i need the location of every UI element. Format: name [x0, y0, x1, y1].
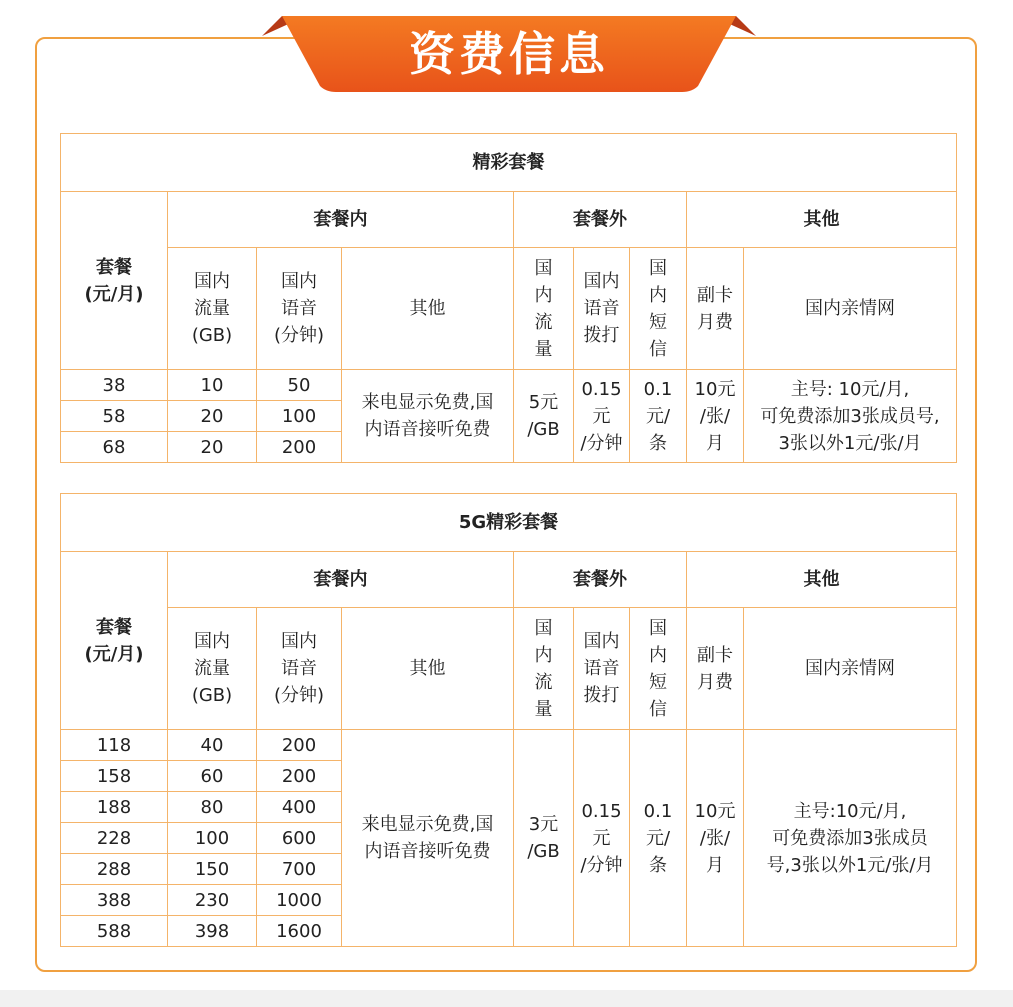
cell-price: 288 [61, 854, 168, 885]
cell-sub-card-fee [687, 370, 744, 463]
package-header-line: (元/月) [84, 643, 144, 665]
header-line: 流量 [194, 298, 230, 319]
table-title: 精彩套餐 [61, 134, 957, 192]
header-char: 流 [534, 671, 553, 693]
header-line: 月费 [697, 671, 733, 693]
family-line: 可免费添加3张成员号, [760, 405, 940, 427]
cell-out-data-price [514, 370, 574, 463]
header-char: 国 [534, 617, 553, 639]
cell-other [342, 370, 514, 463]
header-line: 国内 [194, 631, 230, 652]
package-header-line: 套餐 [96, 256, 132, 278]
cell-price: 38 [61, 370, 168, 401]
price-line: 0.1 [643, 378, 673, 400]
header-line: 副卡 [697, 644, 733, 666]
package-header-line: (元/月) [84, 283, 144, 305]
cell-family-net [744, 370, 957, 463]
cell-price: 58 [61, 401, 168, 432]
header-char: 内 [649, 284, 667, 306]
cell-data: 80 [168, 792, 257, 823]
header-line: 国内 [281, 271, 317, 292]
cell-out-data-price [514, 730, 574, 947]
header-line: 语音 [583, 658, 620, 679]
header-line: (GB) [191, 685, 233, 706]
header-out-sms [630, 248, 687, 370]
header-char: 量 [534, 698, 553, 720]
header-sub-card [687, 248, 744, 370]
cell-data: 10 [168, 370, 257, 401]
price-line: 条 [649, 854, 667, 876]
header-family-net: 国内亲情网 [744, 248, 957, 370]
group-inside: 套餐内 [168, 552, 514, 608]
header-other: 其他 [342, 248, 514, 370]
family-line: 主号:10元/月, [793, 800, 907, 822]
cell-price: 588 [61, 916, 168, 947]
price-line: /分钟 [580, 854, 623, 876]
price-line: /GB [527, 419, 560, 440]
header-line: 语音 [583, 298, 620, 319]
table-title: 5G精彩套餐 [61, 494, 957, 552]
header-char: 短 [649, 671, 667, 693]
price-line: 条 [649, 432, 667, 454]
price-line: 3元 [528, 814, 559, 835]
header-line: 语音 [281, 658, 317, 679]
price-line: 元/ [645, 827, 671, 849]
cell-price: 118 [61, 730, 168, 761]
package-header [61, 552, 168, 730]
header-line: 月费 [697, 311, 733, 333]
cell-voice: 1000 [257, 885, 342, 916]
title-banner [262, 12, 756, 98]
header-line: 副卡 [697, 284, 733, 306]
header-out-voice [574, 248, 630, 370]
header-out-data [514, 248, 574, 370]
price-line: 元 [592, 827, 611, 849]
group-outside: 套餐外 [514, 192, 687, 248]
cell-data: 40 [168, 730, 257, 761]
header-line: 拨打 [583, 685, 620, 706]
cell-out-voice-price [574, 730, 630, 947]
cell-voice: 1600 [257, 916, 342, 947]
cell-voice: 200 [257, 730, 342, 761]
page-title: 资费信息 [409, 27, 609, 81]
cell-voice: 200 [257, 432, 342, 463]
plan-table-5g [60, 493, 957, 947]
other-line: 来电显示免费,国 [361, 814, 494, 835]
cell-voice: 50 [257, 370, 342, 401]
package-header [61, 192, 168, 370]
fee-line: 月 [706, 854, 724, 876]
header-char: 信 [649, 698, 667, 720]
price-line: 0.15 [581, 800, 622, 822]
fee-line: 月 [706, 432, 724, 454]
price-line: 元 [592, 405, 611, 427]
header-char: 短 [649, 311, 667, 333]
header-char: 国 [649, 617, 667, 639]
header-char: 国 [649, 257, 667, 279]
cell-price: 388 [61, 885, 168, 916]
cell-data: 60 [168, 761, 257, 792]
header-line: 国内 [194, 271, 230, 292]
cell-other [342, 730, 514, 947]
fee-line: /张/ [699, 827, 731, 849]
other-line: 来电显示免费,国 [361, 392, 494, 413]
header-other: 其他 [342, 608, 514, 730]
cell-data: 100 [168, 823, 257, 854]
cell-voice: 200 [257, 761, 342, 792]
header-char: 内 [534, 644, 553, 666]
price-line: /GB [527, 841, 560, 862]
header-line: 国内 [281, 631, 317, 652]
cell-price: 228 [61, 823, 168, 854]
header-line: 语音 [281, 298, 317, 319]
price-line: 元/ [645, 405, 671, 427]
header-family-net: 国内亲情网 [744, 608, 957, 730]
header-char: 内 [649, 644, 667, 666]
family-line: 主号: 10元/月, [790, 378, 910, 400]
header-domestic-data [168, 608, 257, 730]
other-line: 内语音接听免费 [364, 841, 491, 862]
cell-price: 188 [61, 792, 168, 823]
group-outside: 套餐外 [514, 552, 687, 608]
header-char: 信 [649, 338, 667, 360]
fee-line: 10元 [694, 800, 736, 822]
price-line: 0.1 [643, 800, 673, 822]
plan-table-basic [60, 133, 957, 463]
price-line: 0.15 [581, 378, 622, 400]
cell-out-voice-price [574, 370, 630, 463]
header-out-sms [630, 608, 687, 730]
group-other: 其他 [687, 552, 957, 608]
header-domestic-voice [257, 608, 342, 730]
header-line: 国内 [583, 271, 620, 292]
header-char: 国 [534, 257, 553, 279]
cell-data: 20 [168, 432, 257, 463]
cell-price: 158 [61, 761, 168, 792]
header-domestic-data [168, 248, 257, 370]
cell-sub-card-fee [687, 730, 744, 947]
cell-data: 230 [168, 885, 257, 916]
cell-data: 150 [168, 854, 257, 885]
price-line: /分钟 [580, 432, 623, 454]
group-other: 其他 [687, 192, 957, 248]
fee-line: /张/ [699, 405, 731, 427]
cell-out-sms-price [630, 370, 687, 463]
header-char: 量 [534, 338, 553, 360]
bottom-strip [0, 990, 1013, 1007]
package-header-line: 套餐 [96, 616, 132, 638]
header-line: (GB) [191, 325, 233, 346]
family-line: 可免费添加3张成员 [772, 827, 928, 849]
group-inside: 套餐内 [168, 192, 514, 248]
header-out-data [514, 608, 574, 730]
price-line: 5元 [528, 392, 559, 413]
cell-voice: 400 [257, 792, 342, 823]
cell-data: 20 [168, 401, 257, 432]
other-line: 内语音接听免费 [364, 419, 491, 440]
header-line: 国内 [583, 631, 620, 652]
family-line: 号,3张以外1元/张/月 [766, 854, 934, 876]
header-char: 流 [534, 311, 553, 333]
header-line: (分钟) [273, 685, 325, 706]
family-line: 3张以外1元/张/月 [778, 432, 922, 454]
fee-line: 10元 [694, 378, 736, 400]
header-out-voice [574, 608, 630, 730]
cell-out-sms-price [630, 730, 687, 947]
cell-family-net [744, 730, 957, 947]
header-domestic-voice [257, 248, 342, 370]
cell-voice: 600 [257, 823, 342, 854]
header-line: (分钟) [273, 325, 325, 346]
cell-price: 68 [61, 432, 168, 463]
header-line: 拨打 [583, 325, 620, 346]
header-sub-card [687, 608, 744, 730]
header-char: 内 [534, 284, 553, 306]
cell-voice: 100 [257, 401, 342, 432]
cell-voice: 700 [257, 854, 342, 885]
cell-data: 398 [168, 916, 257, 947]
header-line: 流量 [194, 658, 230, 679]
